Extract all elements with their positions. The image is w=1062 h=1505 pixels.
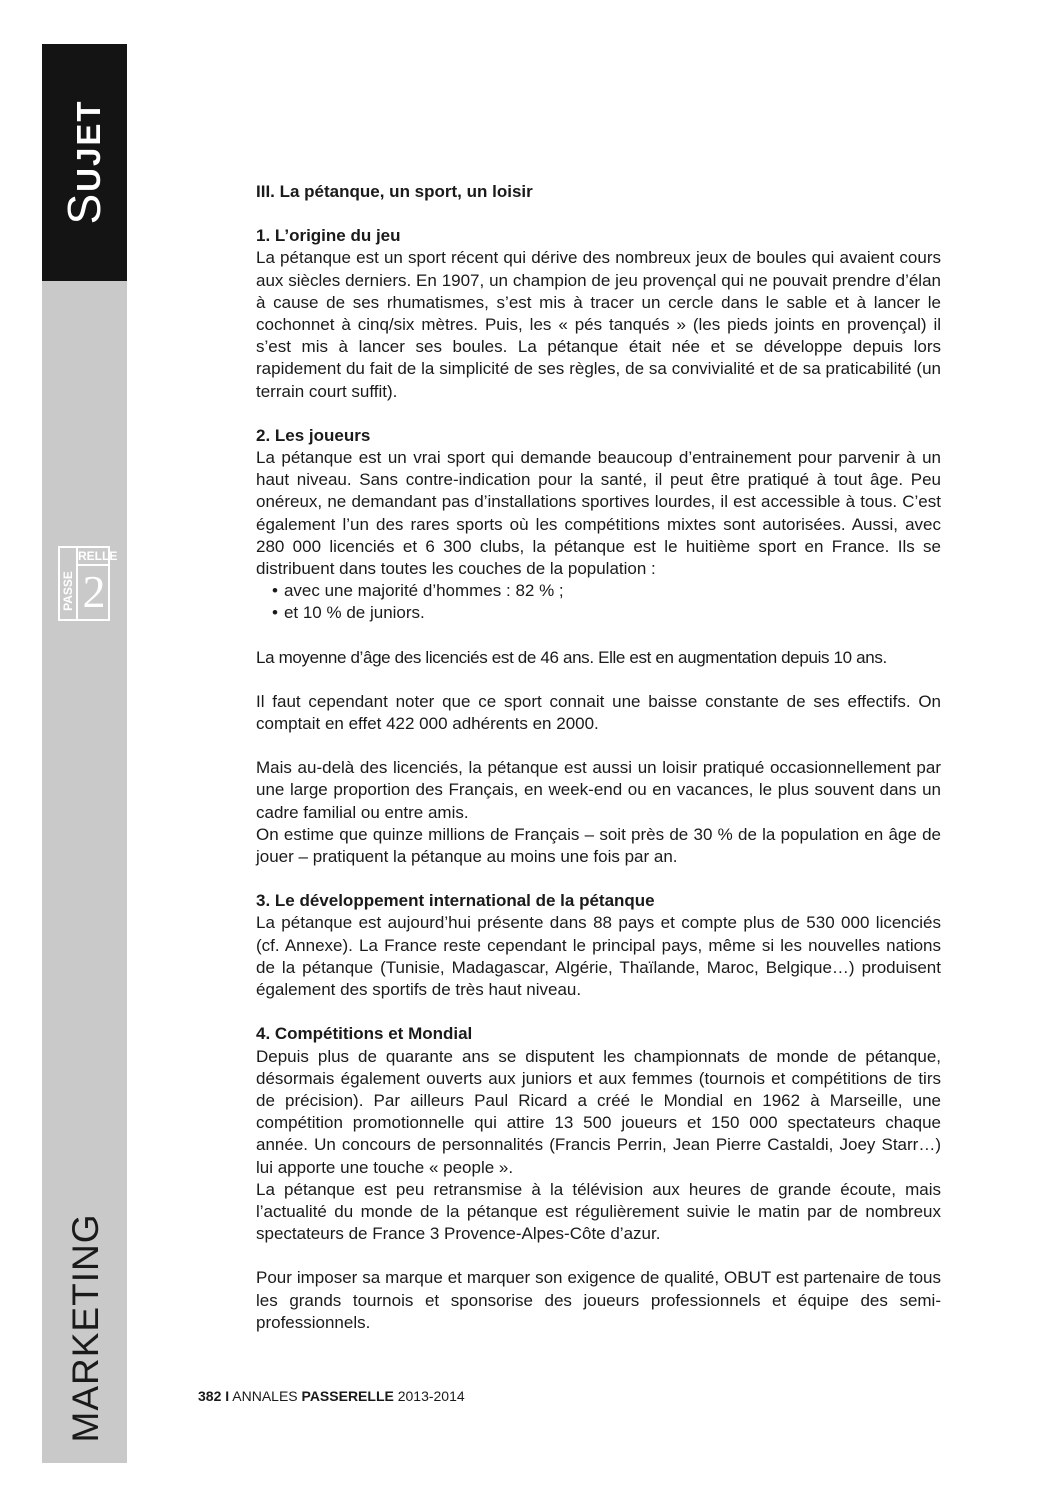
section-heading: 1. L’origine du jeu <box>256 226 401 246</box>
paragraph: La pétanque est peu retransmise à la télévision aux heures de grande écoute, mais l’actualité du monde de la pétanque est régulièrement suivie le matin par de nombreux spectateurs de France 3 Provence-Alpes-Côte d’azur. <box>256 1179 941 1244</box>
footer-annales: ANNALES <box>232 1388 298 1404</box>
paragraph: On estime que quinze millions de Français – soit près de 30 % de la population en âge de jouer – pratiquent la pétanque au moins une fois par an. <box>256 824 941 867</box>
page-title: III. La pétanque, un sport, un loisir <box>256 182 533 201</box>
page-number: 382 I <box>198 1388 230 1404</box>
logo-number: 2 <box>82 566 106 617</box>
category-label: MARKETING <box>65 1213 106 1443</box>
paragraph: Pour imposer sa marque et marquer son exigence de qualité, OBUT est partenaire de tous les grands tournois et sponsorise des joueurs professionnels et équipe des semi-professionnels. <box>256 1268 941 1332</box>
section-heading: 2. Les joueurs <box>256 425 371 445</box>
section-players <box>256 425 941 868</box>
paragraph: La pétanque est aujourd’hui présente dans 88 pays et compte plus de 530 000 licenciés (cf. Annexe). La France reste cependant le principal pays, même si les nouvelles nations de la pétanque (Tunisie, Madagascar, Algérie, Thaïlande, Maroc, Belgique…) produisent également des sportifs de très haut niveau. <box>256 913 941 1000</box>
footer-brand: PASSERELLE <box>301 1388 394 1404</box>
section-international <box>256 890 941 1001</box>
list-item: • avec une majorité d’hommes : 82 % ; <box>272 580 941 602</box>
logo-top-text: RELLE <box>78 548 108 566</box>
paragraph: La pétanque est un sport récent qui dérive des nombreux jeux de boules qui avaient cours aux siècles derniers. En 1907, un champion de jeu provençal qui ne pouvait prendre d’élan à cause de ses rhumatismes, s’est mis à tracer un cercle dans le sable et à lancer le cochonnet à cinq/six mètres. Puis, les « pés tanqués » (les pieds joints en provençal) il s’est mis à lancer ses boules. La pétanque était née et se développe depuis lors rapidement du fait de la simplicité de ses règles, de sa convivialité et de sa praticabilité (un terrain court suffit). <box>256 248 941 401</box>
paragraph: Depuis plus de quarante ans se disputent les championnats de monde de pétanque, désormais également ouverts aux juniors et aux femmes (tournois et compétitions de tirs de précision). Par ailleurs Paul Ricard a créé le Mondial en 1962 à Marseille, une compétition promotionnelle qui attire 13 500 joueurs et 150 000 spectateurs chaque année. Un concours de personnalités (Francis Perrin, Jean Pierre Castaldi, Joey Starr…) lui apporte une touche « people ». <box>256 1046 941 1177</box>
page-footer <box>198 1388 465 1404</box>
section-heading: 3. Le développement international de la pétanque <box>256 891 655 911</box>
footer-years: 2013-2014 <box>397 1388 465 1404</box>
paragraph: La pétanque est un vrai sport qui demande beaucoup d’entrainement pour parvenir à un haut niveau. Sans contre-indication pour la santé, il peut être pratiqué à tout âge. Peu onéreux, ne demandant pas d’installations sportives lourdes, il est accessible à tous. C’est également l’un des rares sports où les compétitions mixtes sont autorisées. Aussi, avec 280 000 licenciés et 6 300 clubs, la pétanque est le huitième sport en France. Ils se distribuent dans toutes les couches de la population : <box>256 448 941 579</box>
list-item: • et 10 % de juniors. <box>272 602 941 624</box>
logo-side-text: PASSE <box>61 571 75 611</box>
section-label: SUJET <box>58 99 110 225</box>
bullet-list <box>256 580 941 624</box>
paragraph: Il faut cependant noter que ce sport connait une baisse constante de ses effectifs. On comptait en effet 422 000 adhérents en 2000. <box>256 691 941 734</box>
paragraph: Mais au-delà des licenciés, la pétanque est aussi un loisir pratiqué occasionnellement par une large proportion des Français, en week-end ou en vacances, le plus souvent dans un cadre familial ou entre amis. <box>256 758 941 822</box>
section-heading: 4. Compétitions et Mondial <box>256 1024 473 1044</box>
paragraph: La moyenne d’âge des licenciés est de 46 ans. Elle est en augmentation depuis 10 ans. <box>256 647 887 667</box>
article-body <box>256 181 941 1334</box>
section-origin <box>256 225 941 403</box>
section-competitions <box>256 1023 941 1334</box>
passerelle-logo <box>58 546 118 621</box>
